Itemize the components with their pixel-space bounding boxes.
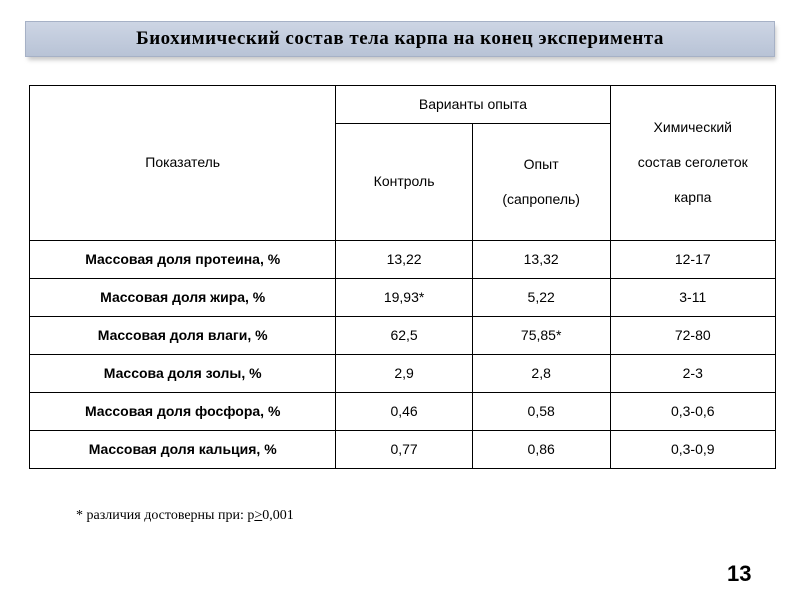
header-indicator: Показатель	[30, 86, 336, 241]
cell-control: 19,93*	[336, 279, 472, 317]
cell-norm: 0,3-0,6	[610, 393, 775, 431]
table-row	[30, 241, 776, 279]
header-chem-line3: карпа	[674, 189, 712, 206]
footnote	[76, 508, 294, 524]
row-label: Массовая доля влаги, %	[30, 317, 336, 355]
footnote-value: 0,001	[262, 508, 294, 523]
cell-experiment: 5,22	[472, 279, 610, 317]
header-experiment	[472, 124, 610, 241]
row-label: Массовая доля фосфора, %	[30, 393, 336, 431]
cell-control: 13,22	[336, 241, 472, 279]
header-chem-line2: состав сеголеток	[637, 154, 748, 171]
cell-norm: 2-3	[610, 355, 775, 393]
header-variants: Варианты опыта	[336, 86, 610, 124]
header-chem-composition	[610, 86, 775, 241]
row-label: Массовая доля кальция, %	[30, 431, 336, 469]
table-row	[30, 279, 776, 317]
cell-experiment: 2,8	[472, 355, 610, 393]
cell-experiment: 75,85*	[472, 317, 610, 355]
footnote-symbol: >	[254, 508, 263, 523]
table-row	[30, 317, 776, 355]
row-label: Массовая доля жира, %	[30, 279, 336, 317]
footnote-prefix: * различия достоверны при: p	[76, 508, 255, 523]
header-experiment-line2: (сапропель)	[502, 190, 580, 207]
cell-norm: 0,3-0,9	[610, 431, 775, 469]
row-label: Массова доля золы, %	[30, 355, 336, 393]
header-chem-line1: Химический	[653, 119, 732, 136]
cell-experiment: 13,32	[472, 241, 610, 279]
cell-norm: 12-17	[610, 241, 775, 279]
header-experiment-line1: Опыт	[523, 155, 559, 172]
cell-control: 2,9	[336, 355, 472, 393]
biochem-table	[29, 85, 776, 469]
row-label: Массовая доля протеина, %	[30, 241, 336, 279]
slide-title: Биохимический состав тела карпа на конец эксперимента	[25, 21, 775, 57]
header-control: Контроль	[336, 124, 472, 241]
cell-control: 0,77	[336, 431, 472, 469]
cell-norm: 72-80	[610, 317, 775, 355]
page-number: 13	[727, 561, 752, 586]
table-row	[30, 355, 776, 393]
cell-control: 0,46	[336, 393, 472, 431]
cell-norm: 3-11	[610, 279, 775, 317]
table-row	[30, 393, 776, 431]
cell-experiment: 0,86	[472, 431, 610, 469]
cell-control: 62,5	[336, 317, 472, 355]
cell-experiment: 0,58	[472, 393, 610, 431]
table-row	[30, 431, 776, 469]
